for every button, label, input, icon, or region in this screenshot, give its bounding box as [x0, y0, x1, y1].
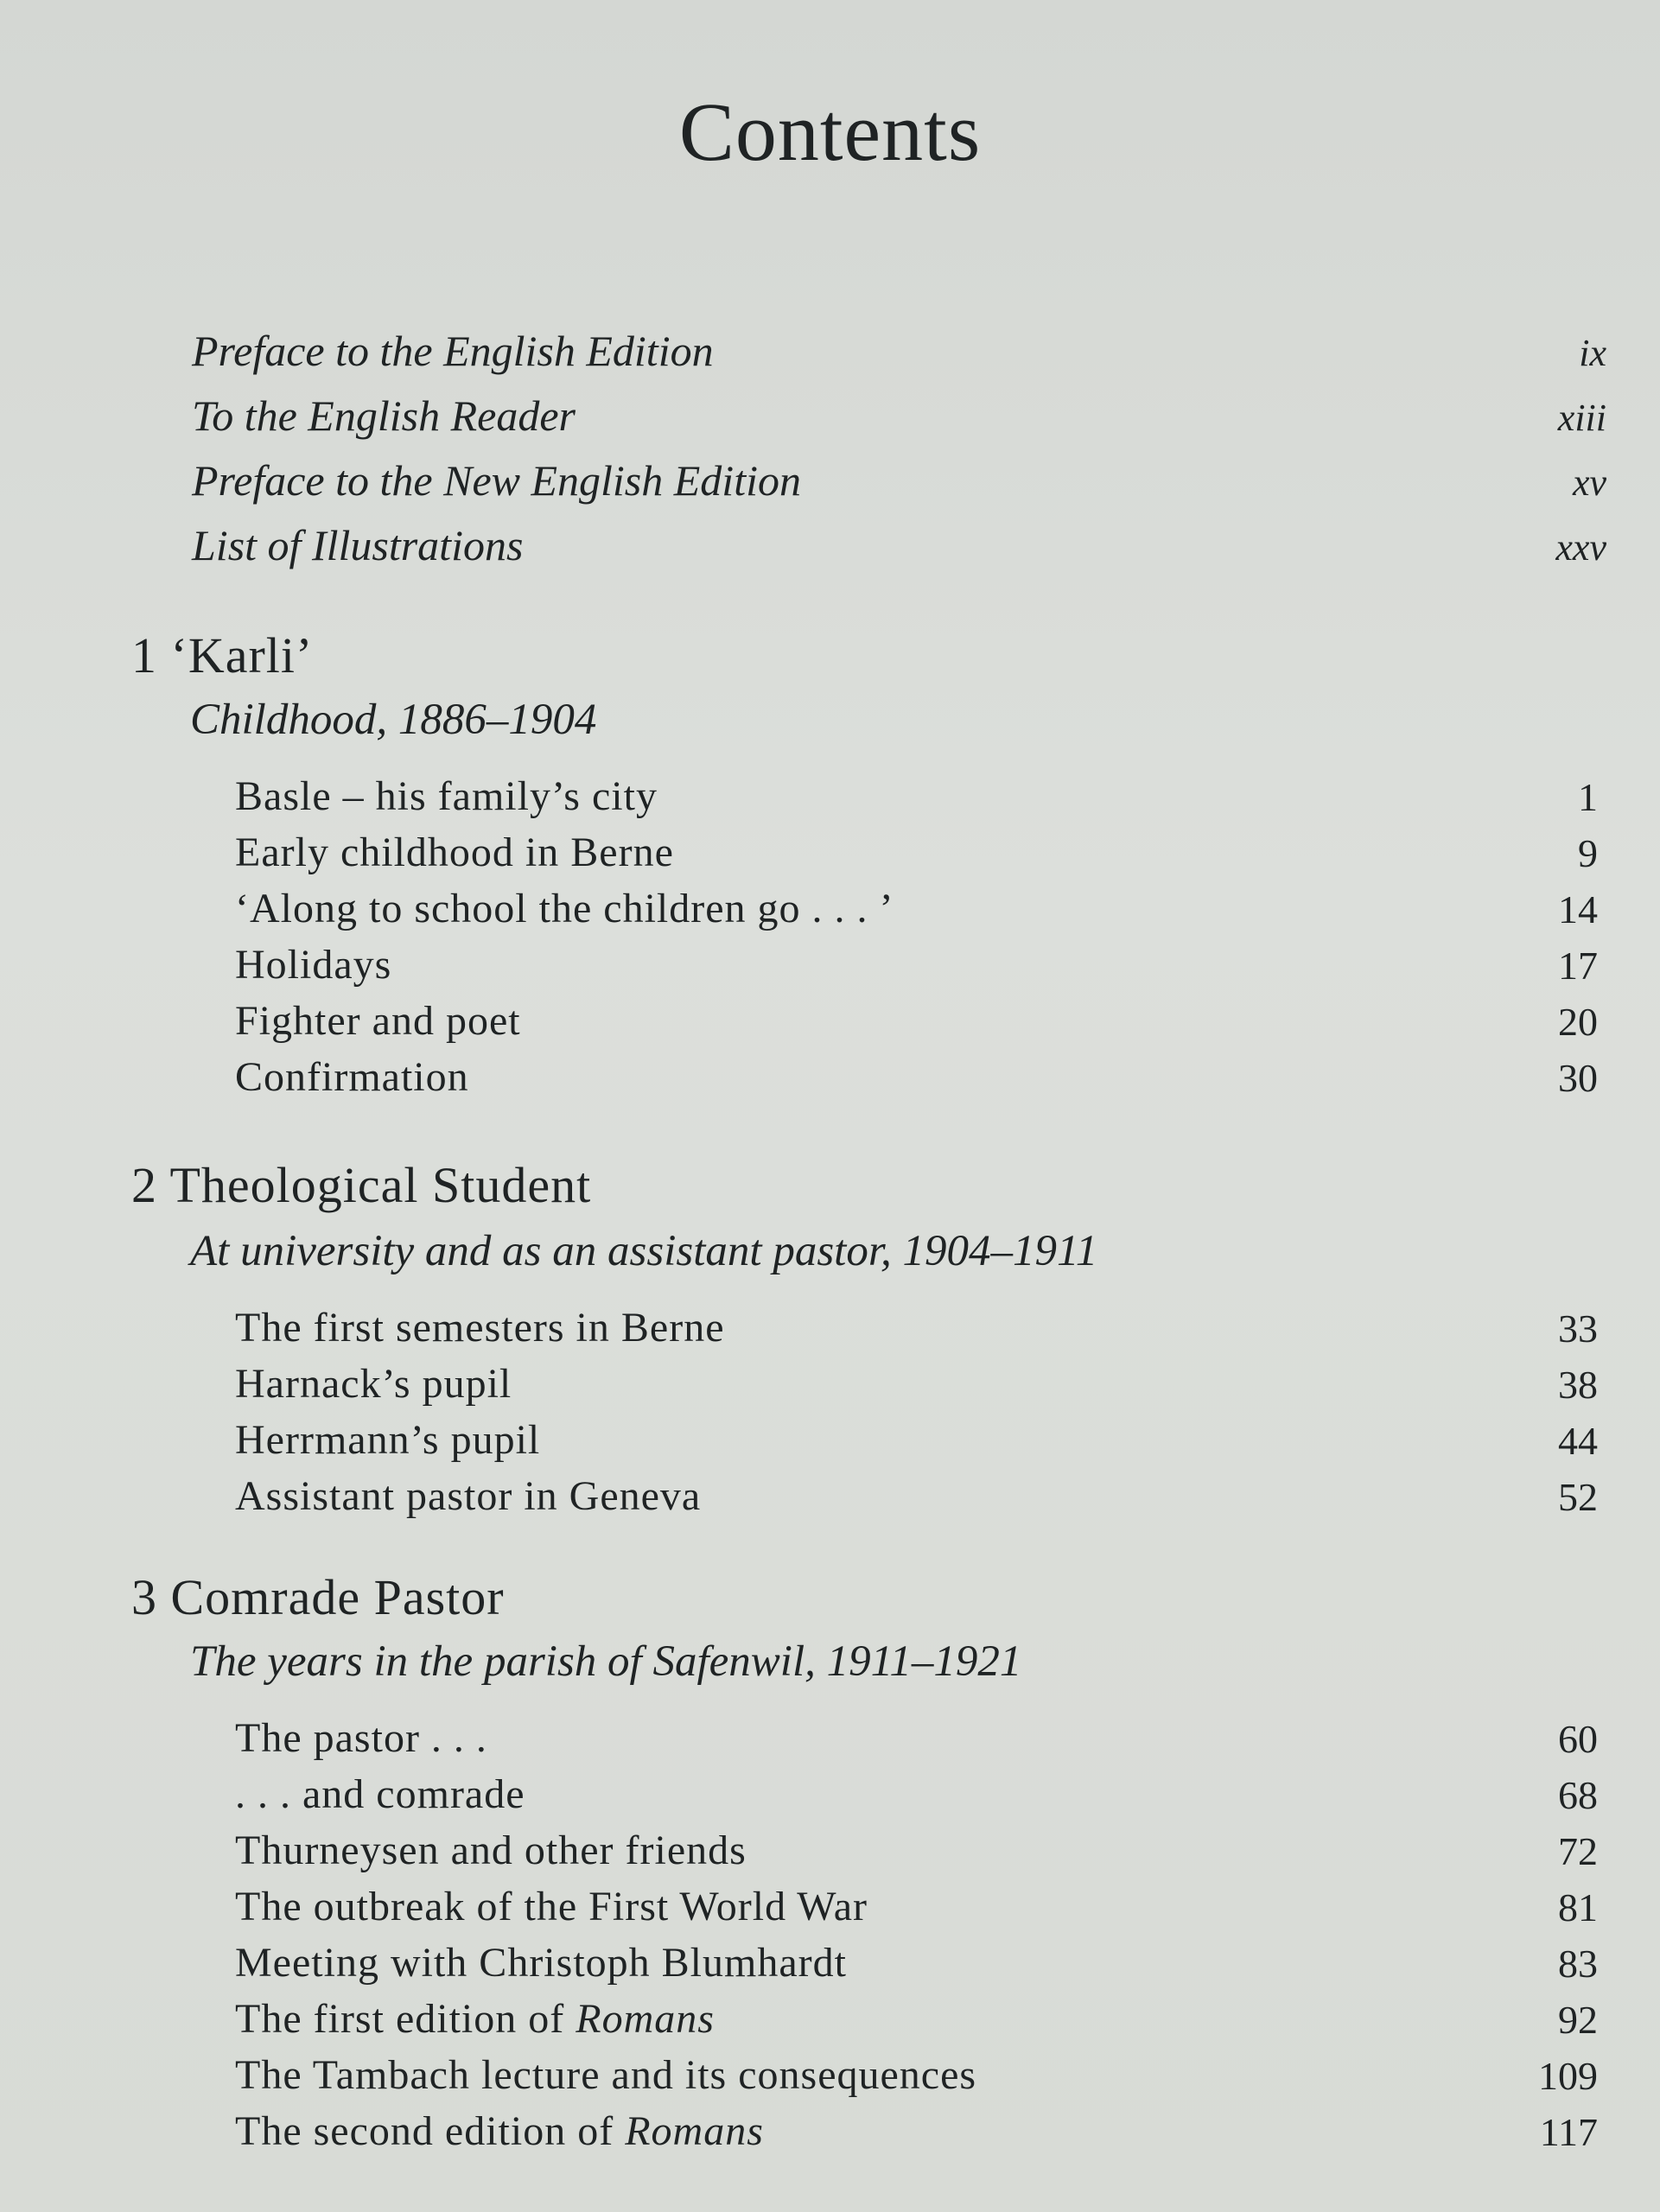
- entry-page: 30: [1558, 1056, 1598, 1100]
- entry-label: The first semesters in Berne: [235, 1305, 725, 1351]
- entry-page: 68: [1558, 1773, 1598, 1817]
- entry-page: 81: [1558, 1885, 1598, 1929]
- toc-entry: [0, 825, 1660, 874]
- entry-label: Fighter and poet: [235, 998, 521, 1044]
- entry-label: The Tambach lecture and its consequences: [235, 2052, 977, 2098]
- entry-label: Holidays: [235, 942, 392, 988]
- entry-label: ‘Along to school the children go . . . ’: [235, 886, 894, 931]
- entry-label-italic: Romans: [576, 1996, 715, 2042]
- toc-entry: [0, 1936, 1660, 1984]
- entry-page: 92: [1558, 1998, 1598, 2042]
- entry-label-roman: The first edition of: [235, 1996, 576, 2042]
- toc-entry: [0, 1300, 1660, 1349]
- entry-label: Meeting with Christoph Blumhardt: [235, 1940, 847, 1986]
- entry-label: Confirmation: [235, 1054, 469, 1100]
- entry-page: 38: [1558, 1363, 1598, 1407]
- entry-page: 72: [1558, 1829, 1598, 1873]
- entry-label: Herrmann’s pupil: [235, 1417, 541, 1463]
- chapter-heading: [0, 1569, 1660, 1625]
- toc-entry: [0, 1767, 1660, 1815]
- entry-label-italic: Romans: [625, 2108, 764, 2154]
- entry-label: [235, 1996, 715, 2042]
- toc-entry: [0, 2104, 1660, 2152]
- entry-label: . . . and comrade: [235, 1771, 525, 1817]
- toc-entry: [0, 1357, 1660, 1405]
- toc-entry: [0, 1823, 1660, 1872]
- entry-label: The outbreak of the First World War: [235, 1884, 868, 1929]
- chapter-title: 3 Comrade Pastor: [131, 1569, 505, 1625]
- entry-label: [235, 2108, 764, 2154]
- entry-page: 83: [1558, 1942, 1598, 1986]
- entry-page: 117: [1539, 2110, 1598, 2154]
- toc-entry: [0, 1992, 1660, 2040]
- entry-page: 1: [1578, 775, 1598, 819]
- toc-entry: [0, 881, 1660, 930]
- entry-page: xxv: [1555, 526, 1606, 569]
- entry-label: Basle – his family’s city: [235, 773, 658, 819]
- toc-entry: [0, 2048, 1660, 2096]
- entry-page: 109: [1538, 2054, 1598, 2098]
- entry-label: To the English Reader: [192, 391, 576, 440]
- entry-label: Early childhood in Berne: [235, 830, 674, 875]
- chapter-subtitle: [0, 1636, 1660, 1684]
- entry-page: 33: [1558, 1306, 1598, 1351]
- entry-page: 60: [1558, 1717, 1598, 1761]
- entry-label: Harnack’s pupil: [235, 1361, 512, 1407]
- toc-entry: [0, 1711, 1660, 1759]
- toc-entry: [0, 324, 1660, 375]
- entry-page: 9: [1578, 831, 1598, 875]
- chapter-title: 1 ‘Karli’: [131, 627, 314, 683]
- chapter-subtitle-text: At university and as an assistant pastor, 1904–1911: [190, 1227, 1098, 1275]
- entry-label: Preface to the New English Edition: [192, 456, 801, 505]
- toc-entry: [0, 454, 1660, 505]
- toc-entry: [0, 769, 1660, 817]
- toc-entry: [0, 938, 1660, 986]
- entry-label: Preface to the English Edition: [192, 327, 714, 375]
- toc-entry: [0, 1413, 1660, 1461]
- entry-page: xv: [1572, 461, 1606, 504]
- entry-label: Assistant pastor in Geneva: [235, 1473, 702, 1519]
- toc-entry: [0, 518, 1660, 567]
- entry-page: 52: [1558, 1475, 1598, 1519]
- toc-entry: [0, 994, 1660, 1042]
- toc-entry: [0, 1469, 1660, 1517]
- toc-entry: [0, 1879, 1660, 1928]
- entry-page: 44: [1558, 1419, 1598, 1463]
- entry-page: 17: [1558, 944, 1598, 988]
- entry-label: Thurneysen and other friends: [235, 1827, 747, 1873]
- entry-page: ix: [1579, 332, 1606, 374]
- toc-entry: [0, 389, 1660, 440]
- chapter-subtitle: [0, 1225, 1660, 1274]
- entry-page: 20: [1558, 1000, 1598, 1044]
- chapter-subtitle-text: The years in the parish of Safenwil, 1911–1921: [190, 1637, 1022, 1686]
- chapter-heading: [0, 627, 1660, 683]
- page-title: Contents: [678, 86, 982, 178]
- entry-label: The pastor . . .: [235, 1715, 487, 1761]
- chapter-heading: [0, 1157, 1660, 1213]
- chapter-subtitle-text: Childhood, 1886–1904: [190, 696, 597, 744]
- chapter-title: 2 Theological Student: [131, 1157, 592, 1213]
- chapter-subtitle: [0, 694, 1660, 742]
- entry-page: 14: [1558, 887, 1598, 931]
- entry-label: List of Illustrations: [192, 521, 524, 569]
- toc-entry: [0, 1050, 1660, 1098]
- entry-label-roman: The second edition of: [235, 2108, 626, 2154]
- entry-page: xiii: [1557, 397, 1606, 439]
